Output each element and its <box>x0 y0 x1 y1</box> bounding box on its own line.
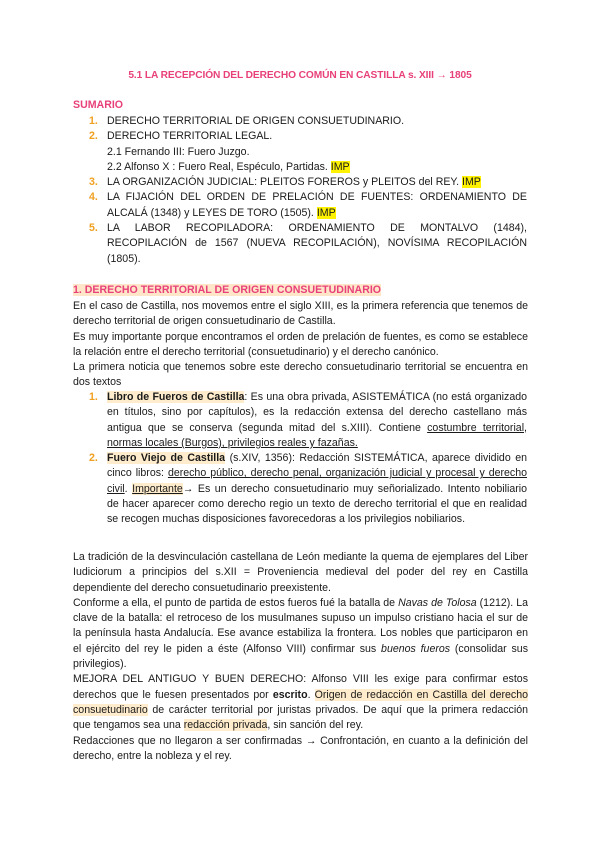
document-title: 5.1 LA RECEPCIÓN DEL DERECHO COMÚN EN CASTILLA s. XIII → 1805 <box>128 70 472 81</box>
sumario-item-3: 3. LA ORGANIZACIÓN JUDICIAL: PLEITOS FOREROS y PLEITOS del REY. IMP <box>89 176 481 189</box>
sumario-item-4: 4. LA FIJACIÓN DEL ORDEN DE PRELACIÓN DE FUENTES: ORDENAMIENTO DE ALCALÁ (1348) y LEYES DE TORO (1505). IMP <box>89 191 527 219</box>
paragraph: Es muy importante porque encontramos el orden de prelación de fuentes, es como se establece la relación entre el derecho territorial (consuetudinario) y el derecho canónico. <box>73 330 528 358</box>
sumario-item-2: 2. DERECHO TERRITORIAL LEGAL. <box>89 130 273 143</box>
sumario-item-5: 5. LA LABOR RECOPILADORA: ORDENAMIENTO DE MONTALVO (1484), RECOPILACIÓN de 1567 (NUEVA RECOPILACIÓN), NOVÍSIMA RECOPILACIÓN (1805). <box>89 222 527 265</box>
sumario-sub-2: 2.2 Alfonso X : Fuero Real, Espéculo, Partidas. IMP <box>107 160 350 173</box>
body-text <box>73 550 528 764</box>
sumario-item-1: 1. DERECHO TERRITORIAL DE ORIGEN CONSUETUDINARIO. <box>89 115 405 127</box>
section1-heading <box>73 283 528 298</box>
paragraph: Conforme a ella, el punto de partida de estos fueros fué la batalla de Navas de Tolosa (1212). La clave de la batalla: el retroceso de los musulmanes supuso un impulso cristiano hacia el sur de la península hasta Andalucía. Ese avance estabiliza la frontera. Los nobles que participaron en el ejército del rey le piden a éste (Alfonso VIII) confirmar sus buenos fueros (consolidar sus privilegios). <box>73 596 528 671</box>
paragraph: La tradición de la desvinculación castellana de León mediante la quema de ejemplares del Liber Iudiciorum a principios del s.XII = Proveniencia medieval del poder del rey en Castilla dependiente del derecho consuetudinario preexistente. <box>73 551 528 594</box>
sumario-list <box>89 114 527 267</box>
sumario-sub-1: 2.1 Fernando III: Fuero Juzgo. <box>107 145 250 158</box>
paragraph: La primera noticia que tenemos sobre este derecho consuetudinario territorial se encuentra en dos textos <box>73 361 528 389</box>
source-item-2: 2. Fuero Viejo de Castilla (s.XIV, 1356): Redacción SISTEMÁTICA, aparece dividido en cinco libros: derecho público, derecho penal, organización judicial y procesal y derecho civil. Importante→ Es un derecho consuetudinario muy señorializado. Intento nobiliario de hacer aparecer como derecho regio un texto de derecho territorial el que en realidad se recogen muchas disposiciones favorecedoras a los privilegios nobiliarios. <box>89 452 528 526</box>
imp-badge: IMP <box>316 206 336 219</box>
paragraph: En el caso de Castilla, nos movemos entre el siglo XIII, es la primera referencia que tenemos de derecho territorial de origen consuetudinario de Castilla. <box>73 300 528 328</box>
imp-badge: IMP <box>462 176 481 189</box>
sumario-heading <box>73 98 528 113</box>
imp-badge: IMP <box>330 160 350 173</box>
paragraph: MEJORA DEL ANTIGUO Y BUEN DERECHO: Alfonso VIII les exige para confirmar estos derechos que le fuesen presentados por escrito. Origen de redacción en Castilla del derecho consuetudinario de carácter territorial por juristas privados. De aquí que la primera redacción que tengamos sea una redacción privada, sin sanción del rey. <box>73 673 528 732</box>
section1-intro <box>73 299 528 391</box>
section1-heading-text: 1. DERECHO TERRITORIAL DE ORIGEN CONSUETUDINARIO <box>73 284 382 296</box>
source-item-1: 1. Libro de Fueros de Castilla: Es una obra privada, ASISTEMÁTICA (no está organizado en títulos, sino por capítulos), es la redacción extensa del derecho castellano más antigua que se conserva (segunda mitad del s.XIII). Contiene costumbre territorial, normas locales (Burgos), privilegios reales y fazañas. <box>89 391 527 449</box>
sources-list <box>89 390 527 528</box>
paragraph: Redacciones que no llegaron a ser confirmadas → Confrontación, en cuanto a la definición del derecho, entre la nobleza y el rey. <box>73 734 528 762</box>
sumario-heading-text: SUMARIO <box>73 99 124 111</box>
